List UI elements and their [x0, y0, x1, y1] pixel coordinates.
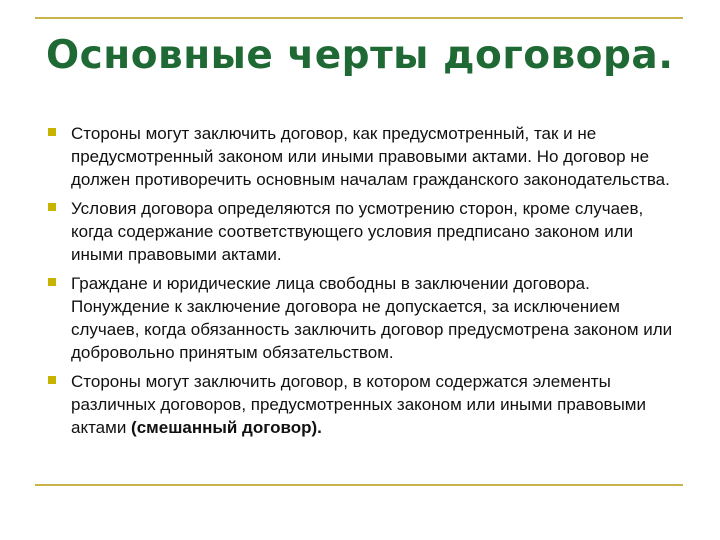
- square-bullet-icon: [48, 203, 56, 211]
- bullet-text: Стороны могут заключить договор, в котором содержатся элементы различных договоров, предусмотренных законом или иными правовыми актами: [71, 372, 646, 437]
- bullet-text: Граждане и юридические лица свободны в заключении договора. Понуждение к заключение договора не допускается, за исключением случаев, когда обязанность заключить договор предусмотрена законом или добровольно принятым обязательством.: [71, 274, 673, 362]
- bullet-item-4: [46, 370, 686, 439]
- bullet-bold-text: (смешанный договор).: [131, 418, 322, 437]
- bullet-item-2: [46, 197, 686, 266]
- square-bullet-icon: [48, 376, 56, 384]
- square-bullet-icon: [48, 128, 56, 136]
- bottom-divider: [35, 484, 683, 486]
- bullet-text: Условия договора определяются по усмотрению сторон, кроме случаев, когда содержание соответствующего условия предписано законом или иными правовыми актами.: [71, 199, 644, 264]
- bullet-item-1: [46, 122, 686, 191]
- top-divider: [35, 17, 683, 19]
- bullet-text: Стороны могут заключить договор, как предусмотренный, так и не предусмотренный законом или иными правовыми актами. Но договор не должен противоречить основным началам гражданского законодательства.: [71, 124, 670, 189]
- slide-title: Основные черты договора.: [46, 33, 674, 78]
- bullet-item-3: [46, 272, 686, 364]
- bullet-list: [46, 122, 686, 445]
- square-bullet-icon: [48, 278, 56, 286]
